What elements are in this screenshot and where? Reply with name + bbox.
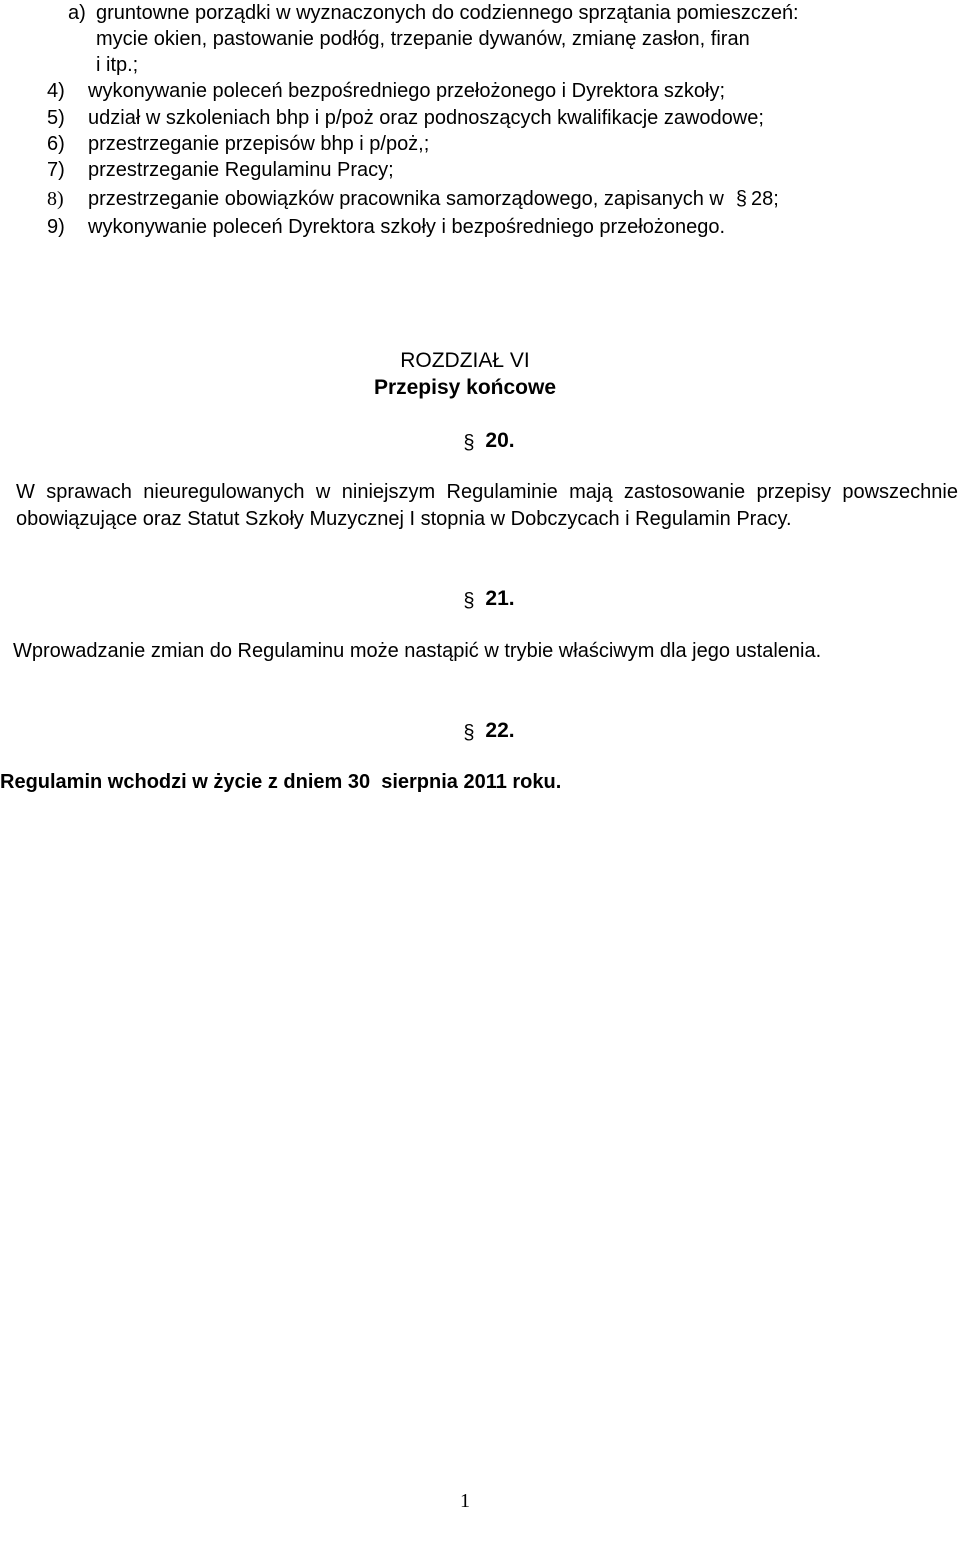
section-heading-20 xyxy=(24,428,954,454)
list-subitem-text-line: gruntowne porządki w wyznaczonych do codziennego sprzątania pomieszczeń: xyxy=(96,2,799,24)
list-item-text: wykonywanie poleceń bezpośredniego przełożonego i Dyrektora szkoły; xyxy=(88,80,726,102)
list-number: 4) xyxy=(47,80,65,102)
list-number: 9) xyxy=(47,216,65,238)
list-number: 8) xyxy=(47,188,64,210)
section-number: 20. xyxy=(485,429,515,452)
section-symbol: § xyxy=(463,590,475,612)
section-paragraph-20: W sprawach nieuregulowanych w niniejszym Regulaminie mają zastosowanie przepisy powszechnie obowiązujące oraz Statut Szkoły Muzycznej I stopnia w Dobczycach i Regulamin Pracy. xyxy=(16,481,958,530)
chapter-subtitle: Przepisy końcowe xyxy=(373,376,557,399)
section-heading-22 xyxy=(24,718,954,744)
list-marker: a) xyxy=(68,2,86,24)
section-ref-number: 28; xyxy=(751,188,779,210)
section-symbol: § xyxy=(463,722,475,744)
list-number: 5) xyxy=(47,107,65,129)
list-subitem-a xyxy=(68,0,799,26)
list-number: 7) xyxy=(47,159,65,181)
section-paragraph-21: Wprowadzanie zmian do Regulaminu może nastąpić w trybie właściwym dla jego ustalenia. xyxy=(13,640,822,662)
list-number: 6) xyxy=(47,133,65,155)
list-item-text: przestrzeganie przepisów bhp i p/poż,; xyxy=(88,133,430,155)
section-paragraph-22: Regulamin wchodzi w życie z dniem 30 sierpnia 2011 roku. xyxy=(0,771,562,793)
list-subitem-a-line-3 xyxy=(96,52,138,78)
section-symbol: § xyxy=(735,188,748,210)
section-mark xyxy=(463,428,514,454)
section-number: 22. xyxy=(485,719,515,742)
list-item-text: przestrzeganie Regulaminu Pracy; xyxy=(88,159,394,181)
list-subitem-a-line-2 xyxy=(96,26,750,52)
chapter-title: ROZDZIAŁ VI xyxy=(400,349,530,372)
list-item-text xyxy=(88,186,779,212)
page-number: 1 xyxy=(460,1490,470,1512)
section-symbol: § xyxy=(463,432,475,454)
list-item-text-main: przestrzeganie obowiązków pracownika samorządowego, zapisanych w xyxy=(88,188,724,210)
section-mark xyxy=(463,586,514,612)
section-heading-21 xyxy=(24,586,954,612)
list-item-text: udział w szkoleniach bhp i p/poż oraz podnoszących kwalifikacje zawodowe; xyxy=(88,107,764,129)
list-subitem-text-line: mycie okien, pastowanie podłóg, trzepanie dywanów, zmianę zasłon, firan xyxy=(96,28,750,50)
section-number: 21. xyxy=(485,587,515,610)
section-mark xyxy=(463,718,514,744)
list-item-text: wykonywanie poleceń Dyrektora szkoły i bezpośredniego przełożonego. xyxy=(88,216,726,238)
list-subitem-text-line: i itp.; xyxy=(96,54,139,76)
